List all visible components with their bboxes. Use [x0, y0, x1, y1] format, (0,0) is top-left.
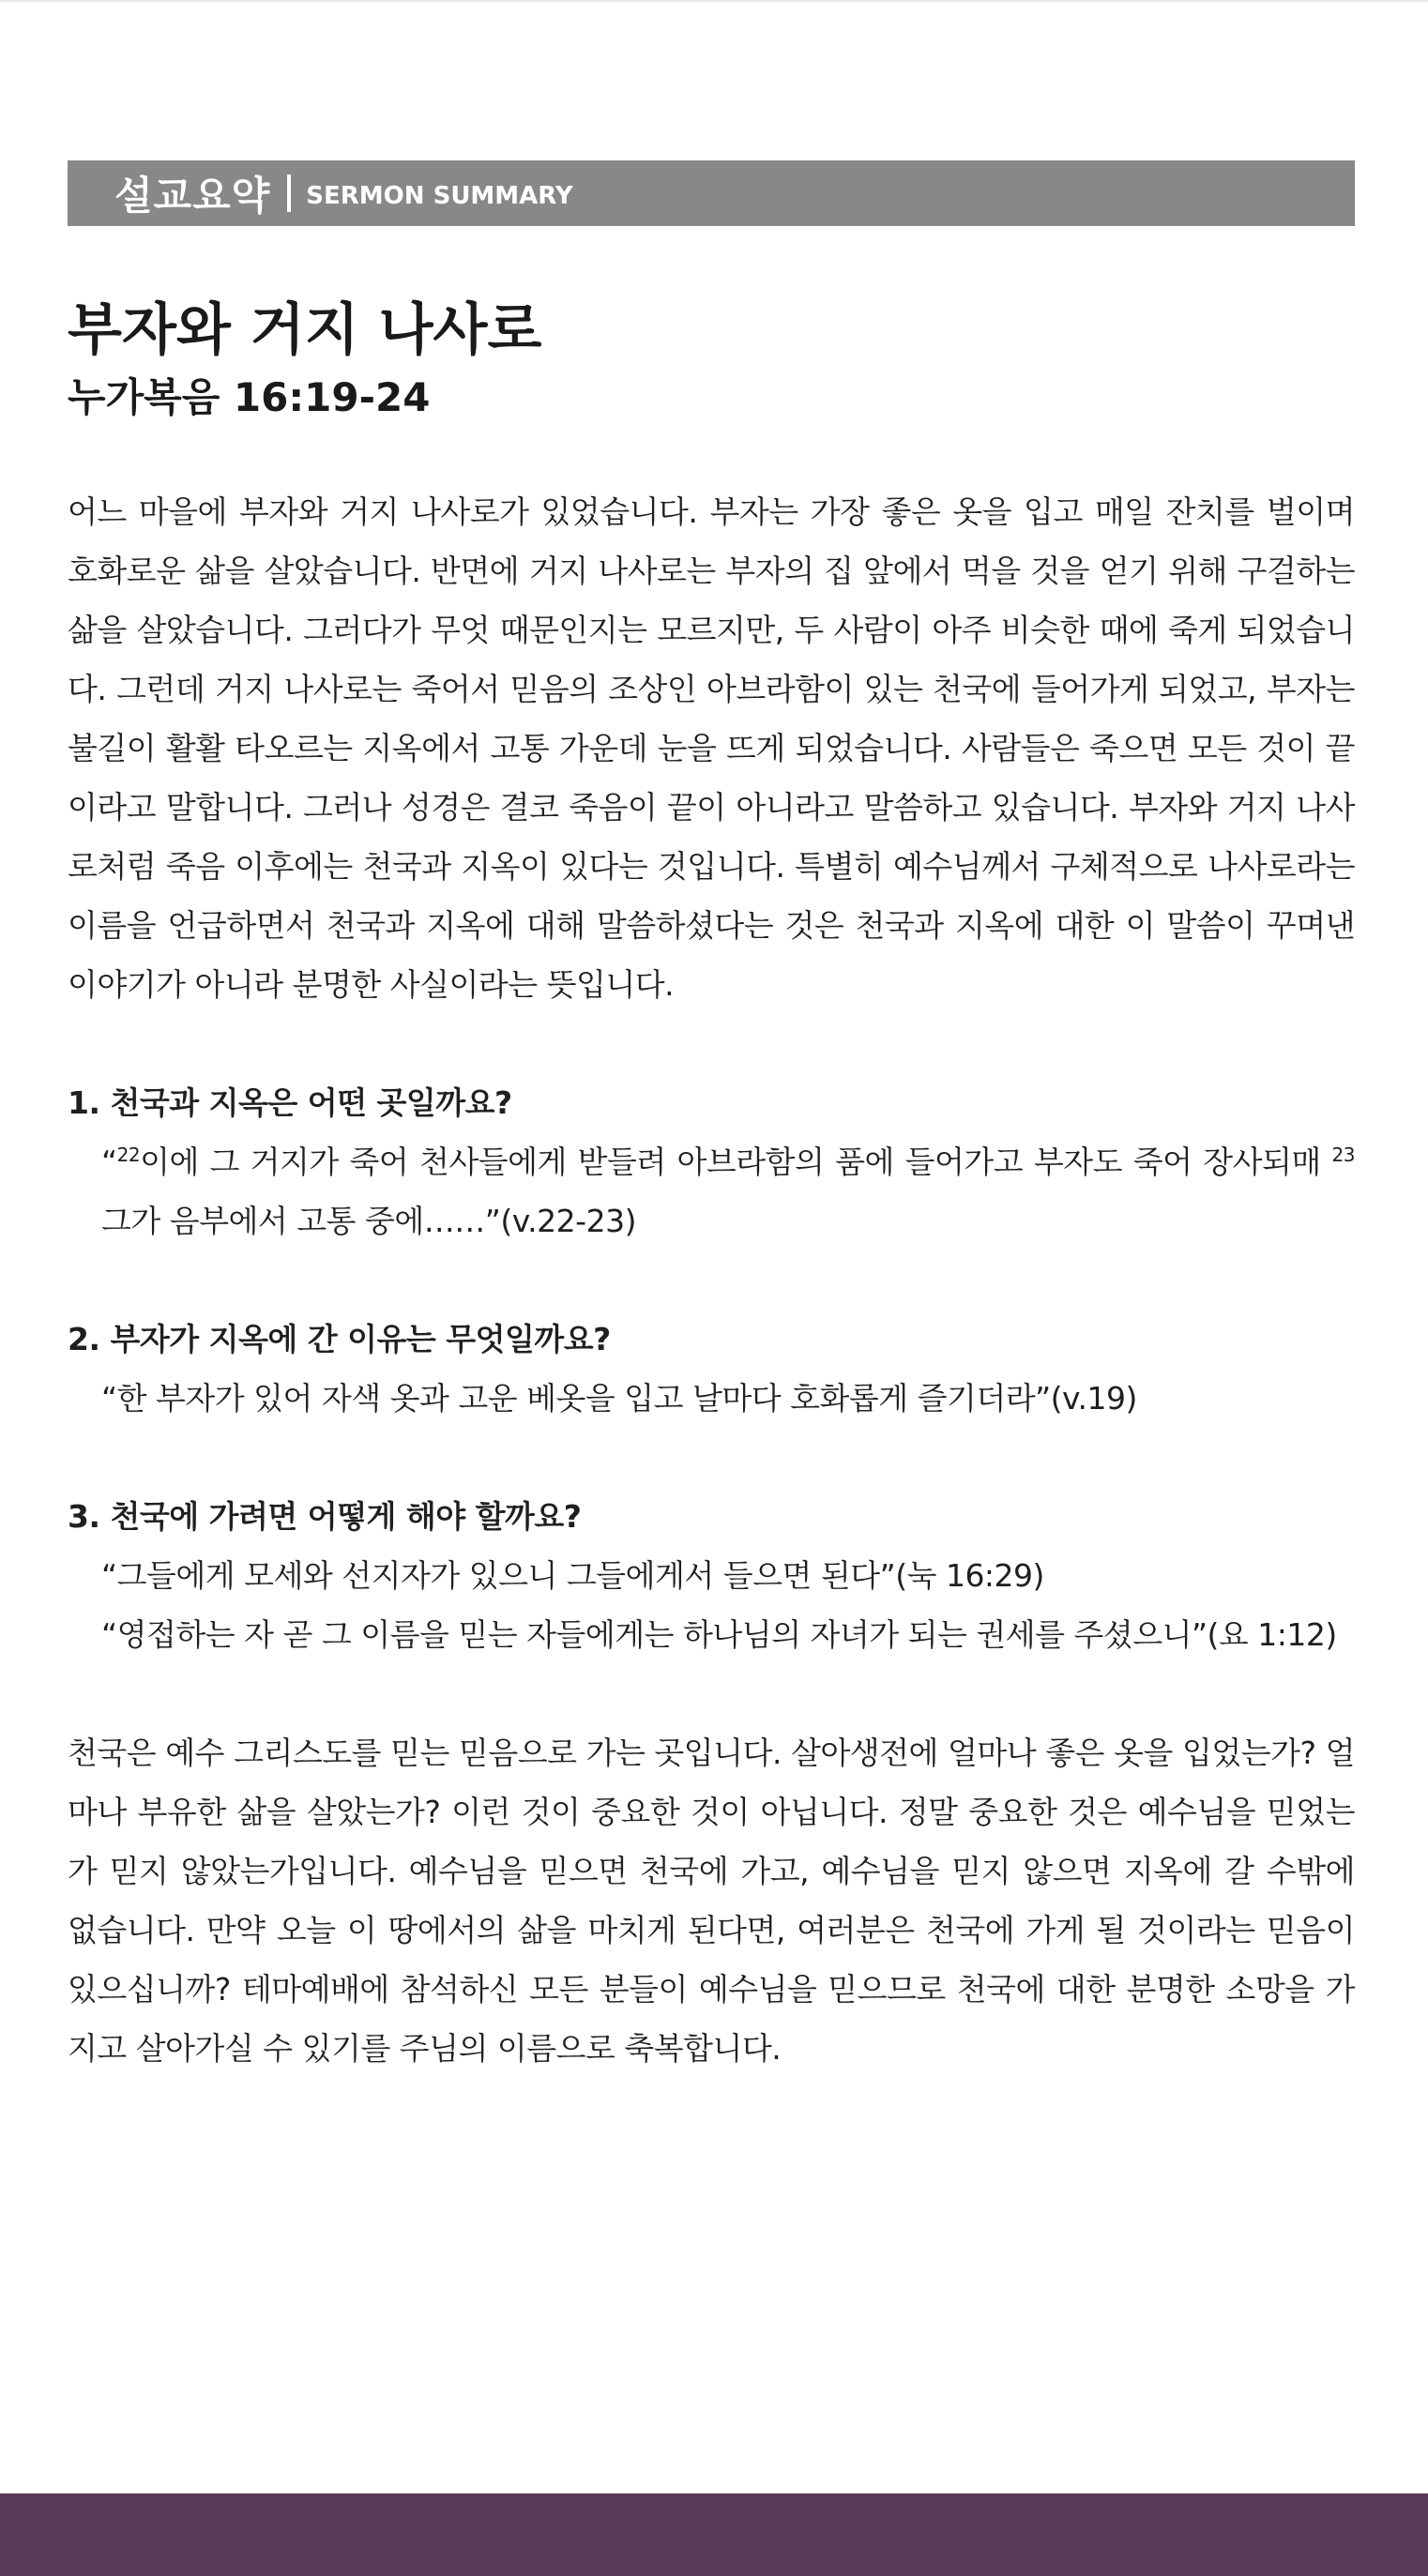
scripture-quote: “한 부자가 있어 자색 옷과 고운 베옷을 입고 날마다 호화롭게 즐기더라”(v.19)	[101, 1380, 1137, 1417]
scripture-quote	[101, 1132, 1355, 1250]
verse-number: 23	[1331, 1144, 1355, 1166]
scripture-quote: “그들에게 모세와 선지자가 있으니 그들에게서 들으면 된다”(눅 16:29)	[101, 1557, 1044, 1594]
section-heading: 1. 천국과 지옥은 어떤 곳일까요?	[68, 1084, 512, 1121]
header-title-english: SERMON SUMMARY	[306, 182, 573, 210]
quote-open-mark: “	[101, 1144, 117, 1180]
section-heading: 2. 부자가 지옥에 간 이유는 무엇일까요?	[68, 1321, 611, 1357]
section-2	[68, 1310, 1355, 1428]
section-1	[68, 1073, 1355, 1250]
scripture-reference: 누가복음 16:19-24	[68, 374, 431, 420]
top-divider	[0, 0, 1428, 2]
sermon-content	[68, 291, 1355, 2078]
intro-paragraph: 어느 마을에 부자와 거지 나사로가 있었습니다. 부자는 가장 좋은 옷을 입고 매일 잔치를 벌이며 호화로운 삶을 살았습니다. 반면에 거지 나사로는 부자의 집 앞에서 먹을 것을 얻기 위해 구걸하는 삶을 살았습니다. 그러다가 무엇 때문인지는 모르지만, 두 사람이 아주 비슷한 때에 죽게 되었습니다. 그런데 거지 나사로는 죽어서 믿음의 조상인 아브라함이 있는 천국에 들어가게 되었고, 부자는 불길이 활활 타오르는 지옥에서 고통 가운데 눈을 뜨게 되었습니다. 사람들은 죽으면 모든 것이 끝이라고 말합니다. 그러나 성경은 결코 죽음이 끝이 아니라고 말씀하고 있습니다. 부자와 거지 나사로처럼 죽음 이후에는 천국과 지옥이 있다는 것입니다. 특별히 예수님께서 구체적으로 나사로라는 이름을 언급하면서 천국과 지옥에 대해 말씀하셨다는 것은 천국과 지옥에 대한 이 말씀이 꾸며낸 이야기가 아니라 분명한 사실이라는 뜻입니다.	[68, 493, 1355, 1003]
verse-text: 그가 음부에서 고통 중에……”(v.22-23)	[101, 1203, 636, 1239]
section-3	[68, 1487, 1355, 1664]
sermon-title: 부자와 거지 나사로	[68, 297, 542, 363]
footer-band	[0, 2493, 1428, 2576]
section-heading: 3. 천국에 가려면 어떻게 해야 할까요?	[68, 1498, 582, 1535]
scripture-quote: “영접하는 자 곧 그 이름을 믿는 자들에게는 하나님의 자녀가 되는 권세를 주셨으니”(요 1:12)	[101, 1616, 1337, 1653]
header-title-korean: 설교요약	[114, 173, 271, 219]
section-header-bar	[68, 160, 1355, 226]
verse-text: 이에 그 거지가 죽어 천사들에게 받들려 아브라함의 품에 들어가고 부자도 죽어 장사되매	[140, 1144, 1332, 1180]
closing-paragraph: 천국은 예수 그리스도를 믿는 믿음으로 가는 곳입니다. 살아생전에 얼마나 좋은 옷을 입었는가? 얼마나 부유한 삶을 살았는가? 이런 것이 중요한 것이 아닙니다. 정말 중요한 것은 예수님을 믿었는가 믿지 않았는가입니다. 예수님을 믿으면 천국에 가고, 예수님을 믿지 않으면 지옥에 갈 수밖에 없습니다. 만약 오늘 이 땅에서의 삶을 마치게 된다면, 여러분은 천국에 가게 될 것이라는 믿음이 있으십니까? 테마예배에 참석하신 모든 분들이 예수님을 믿으므로 천국에 대한 분명한 소망을 가지고 살아가실 수 있기를 주님의 이름으로 축복합니다.	[68, 1735, 1355, 2067]
verse-number: 22	[116, 1144, 141, 1166]
header-separator	[287, 174, 291, 212]
